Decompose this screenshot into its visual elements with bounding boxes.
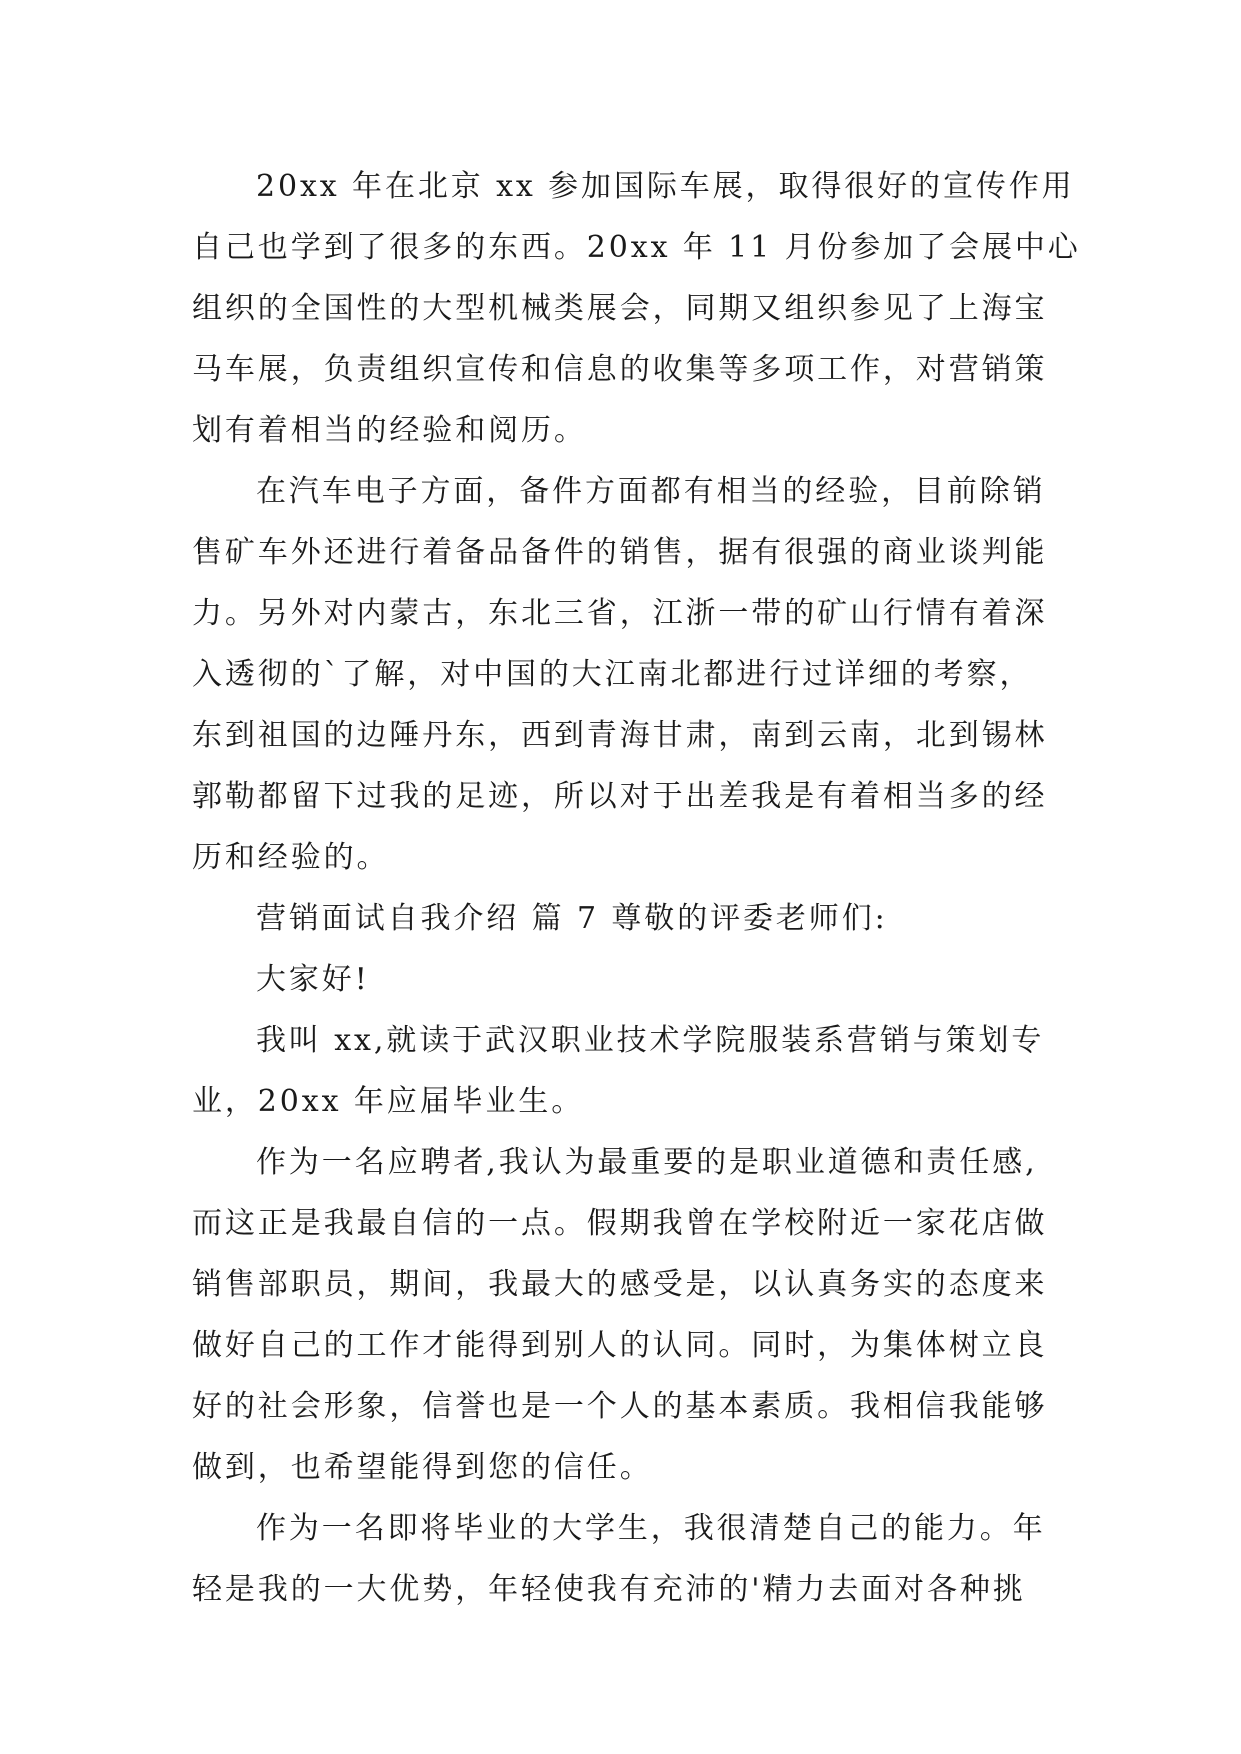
text-line: 大家好! (256, 962, 370, 997)
text-line: 在汽车电子方面，备件方面都有相当的经验，目前除销 (256, 474, 1046, 509)
text-line: 东到祖国的边陲丹东，西到青海甘肃，南到云南，北到锡林 (192, 718, 1048, 753)
text-line: 营销面试自我介绍 篇 7 尊敬的评委老师们: (256, 901, 888, 936)
document-body (192, 156, 1081, 1620)
text-line: 入透彻的`了解，对中国的大江南北都进行过详细的考察， (192, 657, 1033, 692)
text-line: 自己也学到了很多的东西。20xx 年 11 月份参加了会展中心 (192, 230, 1081, 265)
text-line: 划有着相当的经验和阅历。 (192, 413, 587, 448)
text-line: 历和经验的。 (192, 840, 390, 875)
text-line: 作为一名即将毕业的大学生，我很清楚自己的能力。年 (256, 1511, 1046, 1546)
text-line: 郭勒都留下过我的足迹，所以对于出差我是有着相当多的经 (192, 779, 1048, 814)
text-line: 作为一名应聘者,我认为最重要的是职业道德和责任感, (256, 1145, 1038, 1180)
text-line: 好的社会形象，信誉也是一个人的基本素质。我相信我能够 (192, 1389, 1048, 1424)
text-line: 力。另外对内蒙古，东北三省，江浙一带的矿山行情有着深 (192, 596, 1048, 631)
text-line: 组织的全国性的大型机械类展会，同期又组织参见了上海宝 (192, 291, 1048, 326)
text-line: 我叫 xx,就读于武汉职业技术学院服装系营销与策划专 (256, 1023, 1045, 1058)
text-line: 20xx 年在北京 xx 参加国际车展，取得很好的宣传作用 (256, 169, 1075, 204)
text-line: 而这正是我最自信的一点。假期我曾在学校附近一家花店做 (192, 1206, 1048, 1241)
text-line: 做好自己的工作才能得到别人的认同。同时，为集体树立良 (192, 1328, 1048, 1363)
text-line: 做到，也希望能得到您的信任。 (192, 1450, 653, 1485)
text-line: 售矿车外还进行着备品备件的销售，据有很强的商业谈判能 (192, 535, 1048, 570)
text-line: 轻是我的一大优势，年轻使我有充沛的'精力去面对各种挑 (192, 1572, 1026, 1607)
text-line: 销售部职员，期间，我最大的感受是，以认真务实的态度来 (192, 1267, 1048, 1302)
text-line: 业，20xx 年应届毕业生。 (192, 1084, 585, 1119)
text-line: 马车展，负责组织宣传和信息的收集等多项工作，对营销策 (192, 352, 1048, 387)
